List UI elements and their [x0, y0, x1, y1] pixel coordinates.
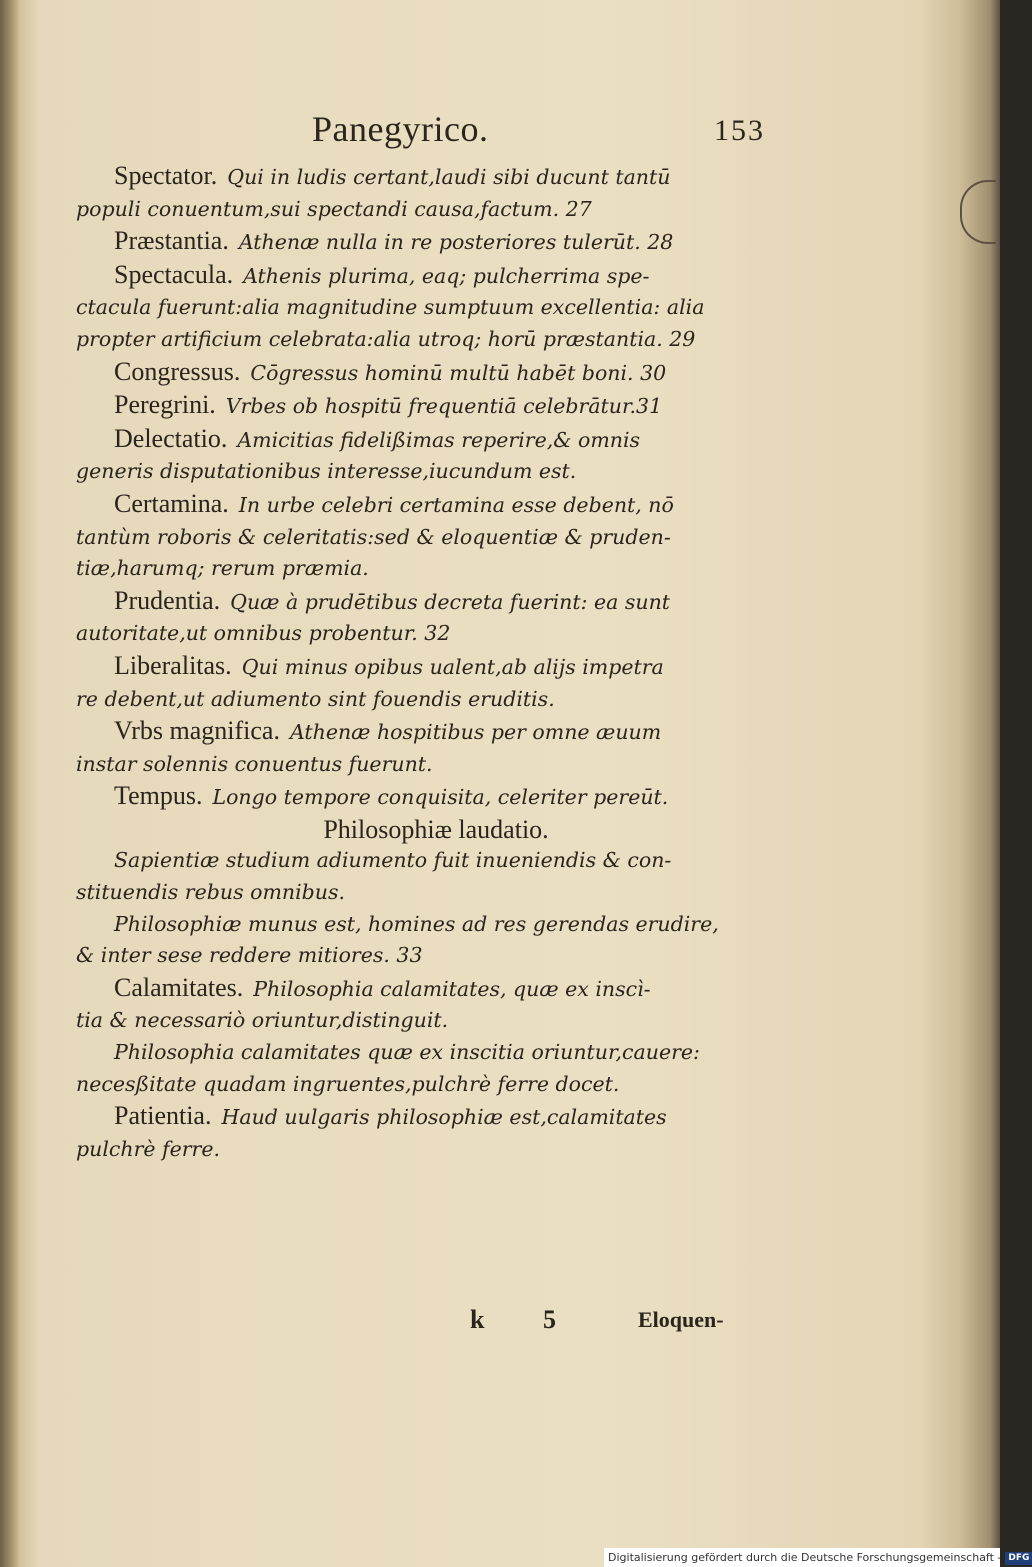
paragraph-line [76, 940, 766, 972]
entry-text: instar solennis conuentus fuerunt. [76, 751, 433, 776]
paragraph-line [76, 909, 766, 941]
entry [76, 423, 766, 488]
entry-list [76, 160, 766, 814]
entry-text: generis disputationibus interesse,iucundum est. [76, 459, 577, 484]
entry-line [76, 780, 766, 814]
entry-text: re debent,ut adiumento sint fouendis eruditis. [76, 686, 555, 711]
paragraph-line [76, 845, 766, 877]
entry-line [76, 324, 766, 356]
entry-line [76, 715, 766, 749]
entry [76, 356, 766, 390]
entry-line [76, 160, 766, 194]
entry-text: In urbe celebri certamina esse debent, nō [238, 492, 674, 517]
entry-keyword: Spectator. [114, 161, 218, 190]
running-head: Panegyrico. [312, 109, 489, 149]
entry-line [76, 618, 766, 650]
entry-line [76, 389, 766, 423]
entry-line [76, 1005, 766, 1037]
entry-keyword: Congressus. [114, 356, 241, 386]
entry-keyword: Peregrini. [114, 390, 216, 420]
entry-line [76, 1100, 766, 1134]
entry-text: Qui minus opibus ualent,ab alijs impetra [241, 654, 664, 679]
plain-paragraph [76, 1037, 766, 1100]
entry-line [76, 292, 766, 324]
page-body [76, 160, 766, 1165]
credit-text: Digitalisierung gefördert durch die Deutsche Forschungsgemeinschaft - [608, 1551, 1002, 1564]
entry-text: tiæ,harumq; rerum præmia. [76, 556, 369, 581]
section-paragraph [76, 845, 766, 908]
entry-keyword: Vrbs magnifica. [114, 716, 280, 746]
entry [76, 160, 766, 225]
entry-line [76, 585, 766, 619]
entry-text: tantùm roboris & celeritatis:sed & eloquentiæ & pruden- [76, 524, 671, 549]
entry-line [76, 423, 766, 457]
entry [76, 585, 766, 650]
entry [76, 1100, 766, 1165]
entry-text: Vrbes ob hospitū frequentiā celebrātur.31 [225, 394, 663, 419]
page-number: 153 [714, 114, 765, 147]
paragraph-text: Sapientiæ studium adiumento fuit inueniendis & con- [114, 848, 672, 873]
entry-line [76, 356, 766, 390]
entry-text: Athenæ nulla in re posteriores tulerūt. 28 [238, 230, 674, 255]
entry-line [76, 749, 766, 781]
signature-mark: k 5 [470, 1305, 582, 1334]
page-edge-tab [960, 180, 996, 244]
entry [76, 389, 766, 423]
entry-line [76, 553, 766, 585]
paragraph-line [76, 877, 766, 909]
entry-keyword: Certamina. [114, 488, 229, 518]
entry-text: Longo tempore conquisita, celeriter pereūt. [212, 785, 669, 810]
dfg-logo: DFG [1005, 1552, 1032, 1565]
entry [76, 225, 766, 259]
entry-line [76, 225, 766, 259]
entry-line [76, 684, 766, 716]
entry-line [76, 194, 766, 226]
entry-text: Qui in ludis certant,laudi sibi ducunt tantū [227, 165, 671, 189]
paragraph-line [76, 1037, 766, 1069]
catchword: Eloquen- [638, 1307, 724, 1332]
section-heading: Philosophiæ laudatio. [323, 814, 549, 844]
entry-keyword: Tempus. [114, 781, 203, 811]
entry-text: propter artificium celebrata:alia utroq; horū præstantia. 29 [76, 326, 696, 351]
section-paragraphs [76, 845, 766, 971]
entry-text: pulchrè ferre. [76, 1136, 220, 1161]
paragraph-text: Philosophia calamitates quæ ex inscitia oriuntur,cauere: [114, 1040, 700, 1065]
credit-bar [604, 1548, 1030, 1567]
paragraph-text: Philosophiæ munus est, homines ad res gerendas erudire, [114, 911, 719, 936]
entry-line [76, 650, 766, 684]
entry-text: Athenis plurima, eaq; pulcherrima spe- [243, 263, 650, 288]
binding-spine [0, 0, 20, 1567]
entry-text: Amicitias fidelißimas reperire,& omnis [237, 427, 641, 452]
entry [76, 650, 766, 715]
paragraph-line [76, 1069, 766, 1101]
entry-keyword: Præstantia. [114, 226, 229, 256]
entry [76, 259, 766, 356]
entry-text: ctacula fuerunt:alia magnitudine sumptuum excellentia: alia [76, 295, 705, 320]
paragraph-text: necesßitate quadam ingruentes,pulchrè ferre docet. [76, 1071, 620, 1096]
entry-keyword: Delectatio. [114, 423, 228, 453]
entry-line [76, 259, 766, 293]
entry-list-2 [76, 972, 766, 1037]
entry-text: Athenæ hospitibus per omne æuum [289, 720, 662, 745]
entry-text: populi conuentum,sui spectandi causa,factum. 27 [76, 196, 592, 221]
entry [76, 780, 766, 814]
entry [76, 488, 766, 585]
entry [76, 972, 766, 1037]
entry-keyword: Spectacula. [114, 259, 234, 289]
entry-list-3 [76, 1100, 766, 1165]
section-paragraph [76, 909, 766, 972]
entry-keyword: Patientia. [114, 1101, 212, 1131]
paragraph-text: stituendis rebus omnibus. [76, 880, 346, 905]
entry-line [76, 456, 766, 488]
entry [76, 715, 766, 780]
entry-text: autoritate,ut omnibus probentur. 32 [76, 621, 451, 646]
entry-text: Cōgressus hominū multū habēt boni. 30 [250, 360, 667, 385]
entry-keyword: Prudentia. [114, 585, 221, 615]
entry-line [76, 522, 766, 554]
entry-line [76, 1134, 766, 1166]
entry-keyword: Liberalitas. [114, 650, 232, 680]
entry-text: tia & necessariò oriuntur,distinguit. [76, 1008, 449, 1033]
entry-text: Philosophia calamitates, quæ ex inscì- [253, 976, 651, 1001]
entry-text: Quæ à prudētibus decreta fuerint: ea sunt [230, 589, 671, 614]
entry-line [76, 972, 766, 1006]
entry-line [76, 488, 766, 522]
entry-text: Haud uulgaris philosophiæ est,calamitates [221, 1105, 667, 1130]
entry-keyword: Calamitates. [114, 972, 244, 1002]
paragraph-text: & inter sese reddere mitiores. 33 [76, 943, 423, 968]
footer-row [470, 1305, 770, 1339]
